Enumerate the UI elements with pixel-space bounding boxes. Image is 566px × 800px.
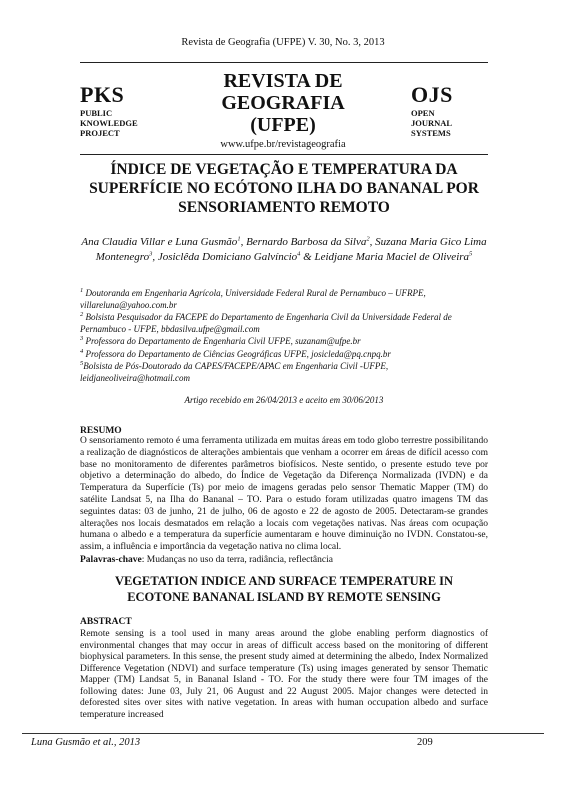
masthead-rule xyxy=(80,154,488,155)
ojs-logo-title: OJS xyxy=(411,82,453,107)
keywords xyxy=(80,555,488,565)
author-list: Ana Claudia Villar e Luna Gusmão$^1$, Bernardo Barbosa da Silva$^2$, Suzana Maria Gico Lima Montenegro$^3$, Josiclêda Domiciano Galvíncio$^4$ & Leidjane Maria Maciel de Oliveira$^5$ xyxy=(81,235,487,263)
journal-header: Revista de Geografia (UFPE) V. 30, No. 3, 2013 xyxy=(181,37,385,48)
affiliation-item: $^1$ Doutoranda em Engenharia Agrícola, Universidade Federal Rural de Pernambuco – UFRPE, villareluna@yahoo.com.br xyxy=(80,287,426,310)
abstract-heading: ABSTRACT xyxy=(80,617,132,627)
affiliation-item: $^3$ Professora do Departamento de Engenharia Civil UFPE, suzanam@ufpe.br xyxy=(80,335,361,346)
author-name: Bernardo Barbosa da Silva xyxy=(246,236,367,248)
journal-url[interactable]: www.ufpe.br/revistageografia xyxy=(220,139,346,150)
author-name: Suzana Maria Gico Lima Montenegro xyxy=(95,236,487,263)
affiliation-item: $^2$ Bolsista Pesquisador da FACEPE do Departamento de Engenharia Civil da Universidade Federal de Pernambuco - UFPE, bbdasilva.ufpe@gmail.com xyxy=(80,311,452,334)
resumo-body: O sensoriamento remoto é uma ferramenta utilizada em muitas áreas em todo globo terrestre possibilitando a realização de diagnósticos de alterações ambientais que venham a ocorrer em áreas de difícil acesso com base no monitoramento de diferentes parâmetros biofísicos. Neste sentido, o presente estudo teve por objetivo a determinação do albedo, do Índice de Vegetação da Diferença Normalizada (IVDN) e da Temperatura da Superfície (Ts) por meio de imagens geradas pelo sensor Thematic Mapper (TM) do satélite Landsat 5, na Ilha do Bananal – TO. Para o estudo foram utilizadas quatro imagens TM das seguintes datas: 03 de junho, 21 de julho, 06 de agosto e 22 de agosto de 2005. Detectaram-se grandes alterações nos locais desmatados em relação a locais com vegetações nativas. Nas áreas com ocupação humana o albedo e a temperatura da superfície aumentaram e houve diminuição no IVDN. Constatou-se, assim, a influência e importância da vegetação nativa no clima local. xyxy=(80,436,488,553)
affiliations xyxy=(80,288,490,385)
footer-citation: Luna Gusmão et al., 2013 xyxy=(31,737,141,748)
header-rule xyxy=(80,62,488,63)
keywords-text: : Mudanças no uso da terra, radiância, reflectância xyxy=(141,555,333,565)
author-name: Josiclêda Domiciano Galvíncio xyxy=(157,251,298,263)
author-name: Ana Claudia Villar e Luna Gusmão xyxy=(81,236,238,248)
english-title: VEGETATION INDICE AND SURFACE TEMPERATURE IN ECOTONE BANANAL ISLAND BY REMOTE SENSING xyxy=(114,574,454,604)
pks-logo-title: PKS xyxy=(80,82,125,107)
keywords-label: Palavras-chave xyxy=(80,555,142,565)
received-date: Artigo recebido em 26/04/2013 e aceito em 30/06/2013 xyxy=(184,395,384,405)
ojs-logo-subtitle: OPEN JOURNAL SYSTEMS xyxy=(411,108,453,138)
footer-rule xyxy=(22,733,544,734)
article-title: ÍNDICE DE VEGETAÇÃO E TEMPERATURA DA SUPERFÍCIE NO ECÓTONO ILHA DO BANANAL POR SENSORIAMENTO REMOTO xyxy=(89,161,479,216)
journal-title: REVISTA DE GEOGRAFIA (UFPE) xyxy=(221,70,345,136)
affiliation-item: $^5$Bolsista de Pós-Doutorado da CAPES/FACEPE/APAC em Engenharia Civil -UFPE, leidjaneoliveira@hotmail.com xyxy=(80,360,389,383)
abstract-body: Remote sensing is a tool used in many areas around the globe enabling perform diagnostics of environmental changes that may occur in areas of difficult access based on the monitoring of different biophysical parameters. In this sense, the present study aimed at determining the albedo, Index Normalized Difference Vegetation (NDVI) and surface temperature (Ts) using images generated by sensor Thematic Mapper (TM) Landsat 5, in Bananal Island - TO. For the study there were four TM images of the following dates: June 03, July 21, 06 August and 22 August 2005. Major changes were detected in deforested sites over sites with native vegetation. In areas with human occupation albedo and surface temperature increased xyxy=(80,629,488,720)
pks-logo-subtitle: PUBLIC KNOWLEDGE PROJECT xyxy=(80,108,138,138)
page-number: 209 xyxy=(417,737,433,748)
resumo-heading: RESUMO xyxy=(80,426,122,436)
affiliation-item: $^4$ Professora do Departamento de Ciências Geográficas UFPE, josicleda@pq.cnpq.br xyxy=(80,347,391,359)
author-name: Leidjane Maria Maciel de Oliveira xyxy=(314,251,470,263)
